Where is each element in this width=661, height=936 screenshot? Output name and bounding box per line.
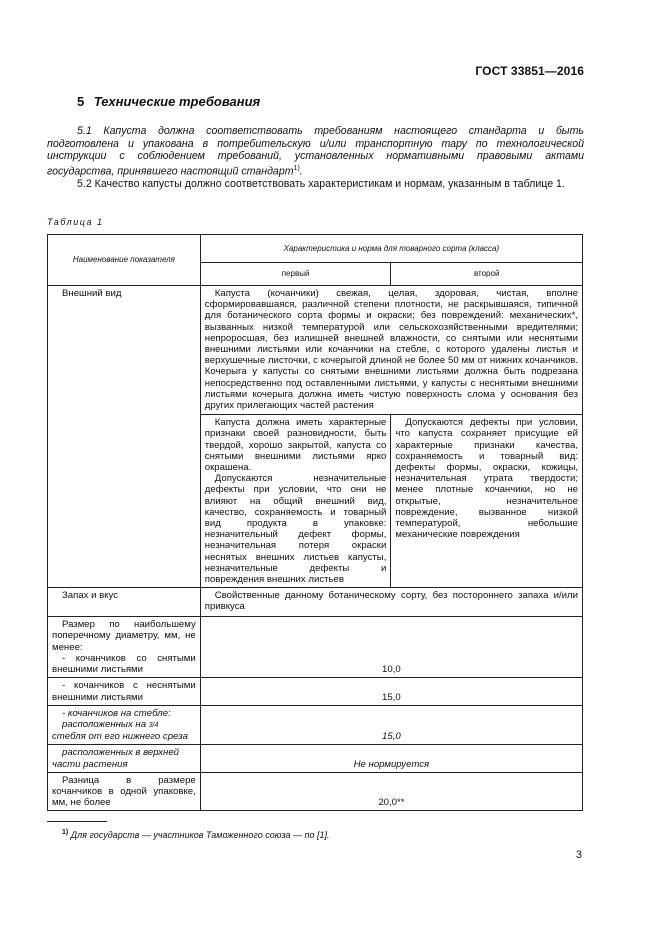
size-removed-label: - кочанчиков со снятыми внешними листьями [52,652,196,676]
document-code: ГОСТ 33851—2016 [475,64,584,78]
row-size-label [48,617,201,678]
paragraph-5-2: 5.2 Качество капусты должно соответствовать характеристикам и нормам, указанным в таблице 1. [77,178,565,190]
footnote [62,829,330,840]
size-label-text: Размер по наибольшему поперечному диаметру, мм, не менее: [52,619,196,653]
paragraph-5-1-text: 5.1 Капуста должна соответствовать требованиям настоящего стандарта и быть подготовлена и упакована в потребительскую и/или транспортную тару по технологической инструкции с соблюдением требований, установленных нормативными правовыми актами государства, принявшего настоящий стандарт [47,125,584,178]
row-smell-value: Свойственные данному ботаническому сорту, без постороннего запаха и/или привкуса [200,588,582,617]
appearance-first-part-b: Допускаются незначительные дефекты при условии, что они не влияют на общий внешний вид, качество, сохраняемость и товарный вид продукта в упаковке: незначительный дефект формы, незначительная потеря окраски неснятых внешних листьев капусты, незначительные дефекты и повреждения внешних листьев [204,473,387,586]
section-number: 5 [77,94,85,109]
row-appearance-label: Внешний вид [48,286,201,588]
row-smell-label: Запах и вкус [48,588,201,617]
header-characteristic: Характеристика и норма для товарного сорта (класса) [200,235,582,263]
footnote-text: Для государств — участников Таможенного союза — по [1]. [70,830,330,840]
footnote-ref: 1) [293,164,300,172]
header-indicator-name: Наименование показателя [48,235,201,286]
section-title: Технические требования [93,94,261,109]
row-size-removed-value: 10,0 [200,617,582,678]
header-grade-second: второй [391,263,583,286]
table-caption: Таблица 1 [47,217,104,227]
stem-label-a: - кочанчиков на стебле: [62,707,171,719]
appearance-first-part-a: Капуста должна иметь характерные признаки своей разновидности, быть твердой, хорошо закрытой, капуста со снятыми внешними листьями ярко окрашена. [204,417,387,474]
row-appearance-second: Допускаются дефекты при условии, что капуста сохраняет присущие ей характерные признаки качества, сохраняемость и товарный вид: дефекты формы, окраски, кожицы, незначительная утрата твердости; менее плотные кочанчики, но не открытые, незначительное повреждение, вызванное низкой температурой, небольшие механические повреждения [391,415,583,588]
row-appearance-common: Капуста (кочанчики) свежая, целая, здоровая, чистая, вполне сформировавшаяся, различной степени плотности, не раскрывшаяся, типичной для ботанического сорта формы и окраски; без повреждений: механических*, вызванных низкой температурой или сельскохозяйственными вредителями; непроросшая, без излишней внешней влажности, со снятыми или неснятыми внешними листьями или кочанчики на стебле, с которого удалены листья и верхушечные листочки, с кочерыгой длиной не более 50 мм от нижних кочанчиков. Кочерыга у капусты со снятыми внешними листьями должна быть подрезана непосредственно под оставленными листьями, у капусты с неснятыми внешними листьями кочерыга должна иметь чистую поверхность слома у основания без других прилегающих частей растения [200,286,582,415]
row-stem-label [48,705,201,745]
page-number: 3 [575,849,582,861]
stem-label-b: расположенных на 3/4 [62,718,159,730]
row-diff-value: 20,0** [200,772,582,811]
paragraph-5-1: 5.1 Капуста должна соответствовать требованиям настоящего стандарта и быть подготовлена и упакована в потребительскую и/или транспортную тару по технологической инструкции с соблюдением требований, установленных нормативными правовыми актами государства, принявшего настоящий стандарт$^{1)}$. [47,125,584,178]
row-upper-label: расположенных в верхней части растения [48,745,201,772]
row-size-kept-value: 15,0 [200,678,582,705]
row-upper-value: Не нормируется [200,745,582,772]
row-diff-label: Разница в размере кочанчиков в одной упаковке, мм, не более [48,772,201,811]
footnote-divider [47,821,107,822]
footnote-mark: 1) [62,829,69,836]
requirements-table [47,234,583,811]
stem-fraction: 3/4 [148,721,159,729]
row-stem-value: 15,0 [200,705,582,745]
row-size-kept-label: - кочанчиков с неснятыми внешними листьями [48,678,201,705]
header-grade-first: первый [200,263,391,286]
row-appearance-first [200,415,391,588]
stem-label-c: стебля от его нижнего среза [52,731,188,743]
section-heading [77,94,260,109]
